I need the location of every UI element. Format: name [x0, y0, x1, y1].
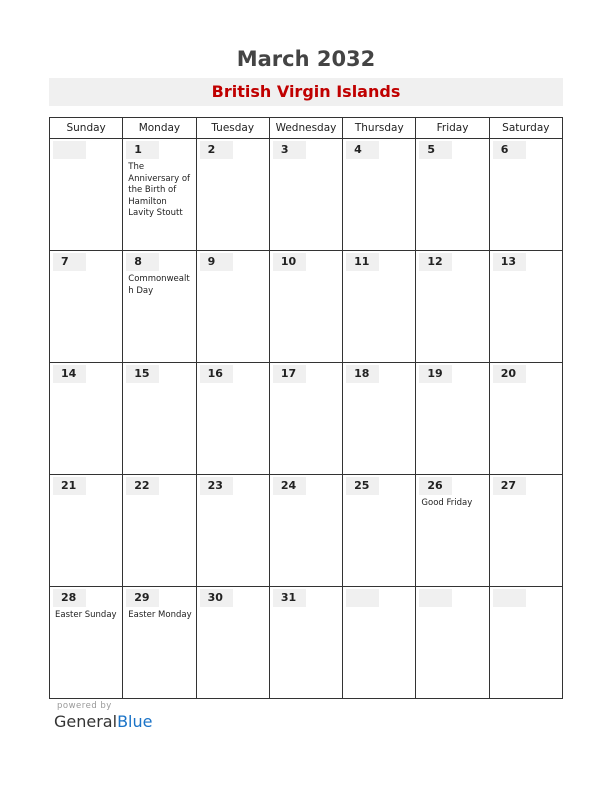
- week-row: [50, 139, 563, 251]
- weekday-header: Monday: [123, 118, 196, 139]
- day-cell: [123, 363, 196, 475]
- day-number: 5: [419, 141, 452, 159]
- day-cell: [269, 475, 342, 587]
- weekday-header-row: [50, 118, 563, 139]
- day-cell: [123, 139, 196, 251]
- country-name: British Virgin Islands: [49, 78, 563, 106]
- day-cell: [123, 587, 196, 699]
- day-number: 29: [126, 589, 159, 607]
- generalblue-logo[interactable]: [54, 712, 152, 731]
- day-cell: [416, 587, 489, 699]
- day-number: 18: [346, 365, 379, 383]
- day-cell: [489, 251, 562, 363]
- day-cell: [269, 139, 342, 251]
- day-cell: [269, 587, 342, 699]
- day-cell: [343, 475, 416, 587]
- day-number: 3: [273, 141, 306, 159]
- day-number: [346, 589, 379, 607]
- day-number: 30: [200, 589, 233, 607]
- day-number: 24: [273, 477, 306, 495]
- day-number: 31: [273, 589, 306, 607]
- day-cell: [489, 475, 562, 587]
- weekday-header: Tuesday: [196, 118, 269, 139]
- day-cell: [196, 587, 269, 699]
- day-cell: [50, 251, 123, 363]
- day-cell: [343, 251, 416, 363]
- holiday-label: Commonwealth Day: [128, 274, 190, 296]
- day-cell: [123, 475, 196, 587]
- day-cell: [123, 251, 196, 363]
- brand-general-text: General: [54, 712, 118, 731]
- day-number: 26: [419, 477, 452, 495]
- holiday-label: Easter Monday: [128, 610, 192, 620]
- day-cell: [489, 587, 562, 699]
- calendar-title: March 2032: [236, 47, 376, 71]
- day-cell: [416, 139, 489, 251]
- day-cell: [489, 139, 562, 251]
- day-number: 17: [273, 365, 306, 383]
- day-number: 7: [53, 253, 86, 271]
- day-number: 23: [200, 477, 233, 495]
- day-number: 1: [126, 141, 159, 159]
- day-number: [419, 589, 452, 607]
- day-number: 15: [126, 365, 159, 383]
- holiday-label: The Anniversary of the Birth of Hamilton Lavity Stoutt: [128, 162, 191, 218]
- day-cell: [50, 587, 123, 699]
- holiday-label: Good Friday: [421, 498, 473, 508]
- day-cell: [343, 363, 416, 475]
- day-number: 16: [200, 365, 233, 383]
- calendar-grid: [49, 117, 563, 699]
- day-number: 14: [53, 365, 86, 383]
- day-cell: [196, 363, 269, 475]
- day-cell: [50, 475, 123, 587]
- day-number: 6: [493, 141, 526, 159]
- day-number: 28: [53, 589, 86, 607]
- day-cell: [269, 251, 342, 363]
- day-number: 22: [126, 477, 159, 495]
- day-number: 9: [200, 253, 233, 271]
- day-cell: [196, 139, 269, 251]
- brand-blue-text: Blue: [117, 712, 153, 731]
- weekday-header: Friday: [416, 118, 489, 139]
- day-cell: [416, 363, 489, 475]
- day-cell: [50, 363, 123, 475]
- week-row: [50, 475, 563, 587]
- day-cell: [196, 251, 269, 363]
- week-row: [50, 251, 563, 363]
- day-number: 2: [200, 141, 233, 159]
- day-number: 27: [493, 477, 526, 495]
- day-cell: [343, 587, 416, 699]
- holiday-label: Easter Sunday: [55, 610, 117, 620]
- weekday-header: Thursday: [343, 118, 416, 139]
- day-number: [493, 589, 526, 607]
- day-number: 10: [273, 253, 306, 271]
- day-cell: [269, 363, 342, 475]
- day-cell: [50, 139, 123, 251]
- day-cell: [489, 363, 562, 475]
- weekday-header: Sunday: [50, 118, 123, 139]
- day-number: 11: [346, 253, 379, 271]
- day-cell: [196, 475, 269, 587]
- day-number: 12: [419, 253, 452, 271]
- day-cell: [343, 139, 416, 251]
- weekday-header: Saturday: [489, 118, 562, 139]
- day-number: 19: [419, 365, 452, 383]
- weekday-header: Wednesday: [269, 118, 342, 139]
- week-row: [50, 363, 563, 475]
- day-number: 25: [346, 477, 379, 495]
- day-number: 8: [126, 253, 159, 271]
- day-number: 4: [346, 141, 379, 159]
- day-cell: [416, 475, 489, 587]
- day-cell: [416, 251, 489, 363]
- day-number: [53, 141, 86, 159]
- powered-by-label: powered by: [57, 701, 112, 711]
- day-number: 13: [493, 253, 526, 271]
- day-number: 20: [493, 365, 526, 383]
- day-number: 21: [53, 477, 86, 495]
- week-row: [50, 587, 563, 699]
